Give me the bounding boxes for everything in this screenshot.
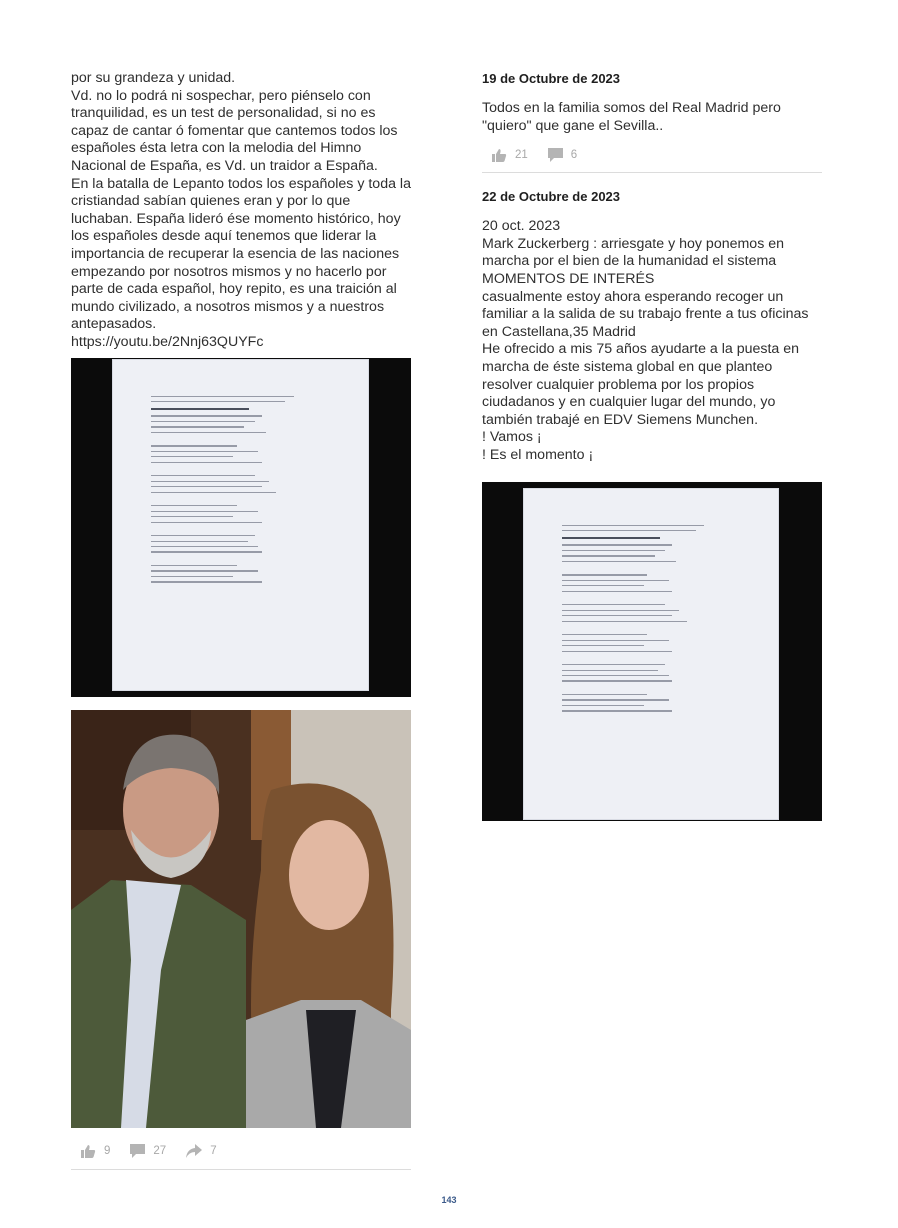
paragraph: ! Es el momento ¡ [482,446,594,463]
paragraph: He ofrecido a mis 75 años ayudarte a la puesta en marcha de éste sistema global en que planteo resolver cualquier problema por los propios ciudadanos y en cualquier lugar del mundo, yo también trabajé en EDV Siemens Munchen. [482,341,800,428]
paragraph: por su grandeza y unidad. [71,70,236,86]
anthem-sheet-photo [482,482,822,821]
comment-count: 6 [570,149,578,162]
left-divider [71,1169,411,1170]
paragraph: casualmente estoy ahora esperando recoger un familiar a la salida de su trabajo frente a tus oficinas en Castellana,35 Madrid [482,288,809,340]
paragraph: 20 oct. 2023 [482,218,561,235]
comment-icon [548,148,563,162]
paragraph: MOMENTOS DE INTERÉS [482,270,655,287]
post-text: Todos en la familia somos del Real Madrid pero "quiero" que gane el Sevilla.. [482,100,781,134]
paragraph: En la batalla de Lepanto todos los españoles y toda la cristiandad sabían quienes eran y por lo que luchaban. España lideró ése momento histórico, hoy los españoles desde aquí tenemos que liderar la importancia de recuperar la esencia de las naciones empezando por nosotros mismos y no hacerlo por parte de cada español, hoy repito, es una traición al mundo civilizado, a nosotros mismos y a nuestros antepasados. [71,175,411,333]
post2-text [482,218,822,464]
like-count: 21 [515,149,528,162]
post-date: 19 de Octubre de 2023 [482,71,621,86]
like-stat[interactable] [80,1144,110,1158]
thumbs-up-icon [80,1144,96,1158]
left-post-stats [71,1143,411,1159]
comment-count: 27 [153,1144,167,1157]
youtube-link[interactable]: https://youtu.be/2Nnj63QUYFc [71,333,264,350]
thumbs-up-icon [491,148,507,162]
comment-stat[interactable] [548,148,577,162]
share-count: 7 [210,1144,217,1157]
comment-icon [130,1144,145,1158]
anthem-sheet-photo [71,358,411,697]
right-column [482,70,824,821]
comment-stat[interactable] [130,1144,166,1158]
post-date: 22 de Octubre de 2023 [482,189,621,205]
paragraph: ! Vamos ¡ [482,429,542,446]
royal-family-photo [71,710,411,1128]
like-count: 9 [104,1144,111,1157]
paragraph: Mark Zuckerberg : arriesgate y hoy ponemos en marcha por el bien de la humanidad el sistema [482,235,785,270]
page-number: 143 [441,1195,457,1205]
share-stat[interactable] [186,1144,216,1158]
left-column [71,70,411,1170]
post1-stats [482,147,824,163]
share-icon [186,1144,202,1158]
left-post-text [71,70,411,352]
paragraph: Vd. no lo podrá ni sospechar, pero piénselo con tranquilidad, es un test de personalidad, si no es capaz de cantar ó fomentar que cantemos todos los españoles ésta letra con la melodia del Himno Nacional de España, es Vd. un traidor a España. [71,87,398,174]
like-stat[interactable] [491,148,528,162]
right-divider [482,172,822,173]
